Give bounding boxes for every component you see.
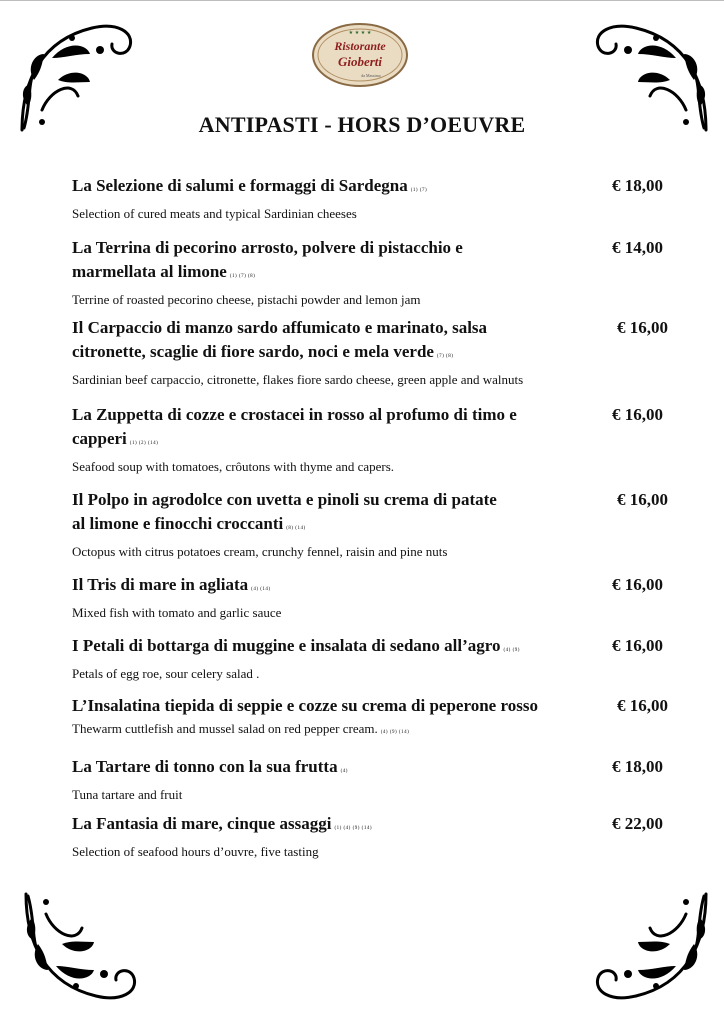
- allergen-codes: (1) (2) (14): [129, 441, 159, 446]
- allergen-codes: (4) (14): [251, 587, 271, 592]
- dish-name: La Zuppetta di cozze e crostacei in rosso al profumo di timo e capperi (1) (2) (14): [72, 405, 517, 448]
- menu-item: [72, 812, 682, 861]
- logo-line1: Ristorante: [334, 39, 386, 53]
- allergen-codes: (1) (7) (8): [229, 274, 256, 279]
- menu-item: [72, 316, 682, 389]
- allergen-codes: (1) (7): [410, 188, 428, 193]
- flourish-icon: [16, 884, 146, 1014]
- dish-description: Selection of seafood hours d’ouvre, five tasting: [72, 844, 319, 859]
- flourish-icon: [586, 884, 716, 1014]
- dish-price: € 16,00: [617, 490, 668, 509]
- menu-item: [72, 755, 682, 804]
- dish-description: Tuna tartare and fruit: [72, 787, 183, 802]
- dish-price: € 16,00: [612, 405, 663, 424]
- section-title: ANTIPASTI - HORS D’OEUVRE: [198, 112, 526, 137]
- dish-price: € 16,00: [617, 696, 668, 715]
- dish-price: € 16,00: [612, 575, 663, 594]
- dish-description: Thewarm cuttlefish and mussel salad on red pepper cream. (4) (9) (14): [72, 721, 410, 736]
- dish-name: La Fantasia di mare, cinque assaggi (1) (4) (9) (14): [72, 814, 373, 833]
- menu-item: [72, 236, 682, 309]
- dish-price: € 22,00: [612, 814, 663, 833]
- dish-price: € 14,00: [612, 238, 663, 257]
- allergen-codes: (1) (4) (9) (14): [334, 826, 373, 831]
- menu-item: [72, 694, 682, 742]
- dish-price: € 16,00: [612, 636, 663, 655]
- dish-price: € 18,00: [612, 757, 663, 776]
- logo-line2: Gioberti: [337, 54, 383, 69]
- dish-price: € 16,00: [617, 318, 668, 337]
- dish-name: La Tartare di tonno con la sua frutta (4): [72, 757, 348, 776]
- dish-name: I Petali di bottarga di muggine e insalata di sedano all’agro (4) (9): [72, 636, 520, 655]
- dish-name: L’Insalatina tiepida di seppie e cozze su crema di peperone rosso: [72, 696, 538, 715]
- dish-description: Petals of egg roe, sour celery salad .: [72, 666, 260, 681]
- allergen-codes: (4) (9) (14): [380, 730, 410, 735]
- allergen-codes: (4) (9): [503, 648, 520, 653]
- allergen-codes: (8) (14): [286, 526, 306, 531]
- dish-name: La Selezione di salumi e formaggi di Sardegna (1) (7): [72, 176, 428, 195]
- dish-name: Il Tris di mare in agliata (4) (14): [72, 575, 271, 594]
- dish-description: Seafood soup with tomatoes, crôutons with thyme and capers.: [72, 459, 395, 474]
- dish-name: Il Carpaccio di manzo sardo affumicato e marinato, salsa citronette, scaglie di fiore sardo, noci e mela verde (7) (8): [72, 318, 488, 361]
- dish-description: Selection of cured meats and typical Sardinian cheeses: [72, 206, 357, 221]
- dish-price: € 18,00: [612, 176, 663, 195]
- dish-description: Octopus with citrus potatoes cream, crunchy fennel, raisin and pine nuts: [72, 544, 448, 559]
- menu-item: [72, 174, 682, 223]
- restaurant-logo: [311, 22, 409, 88]
- dish-description: Terrine of roasted pecorino cheese, pistachi powder and lemon jam: [72, 292, 421, 307]
- allergen-codes: (7) (8): [436, 354, 454, 359]
- dish-name: Il Polpo in agrodolce con uvetta e pinoli su crema di patate al limone e finocchi croccanti (8) (14): [72, 490, 497, 533]
- svg-text:★ ★ ★ ★: ★ ★ ★ ★: [348, 30, 372, 36]
- svg-text:da Massimo: da Massimo: [361, 73, 381, 78]
- dish-description: Mixed fish with tomato and garlic sauce: [72, 605, 282, 620]
- dish-name: La Terrina di pecorino arrosto, polvere di pistacchio e marmellata al limone (1) (7) (8): [72, 238, 463, 281]
- allergen-codes: (4): [340, 769, 348, 774]
- dish-description: Sardinian beef carpaccio, citronette, flakes fiore sardo cheese, green apple and walnuts: [72, 372, 524, 387]
- menu-item: [72, 403, 682, 476]
- menu-item: [72, 634, 682, 683]
- menu-item: [72, 573, 682, 622]
- menu-item: [72, 488, 682, 561]
- top-border: [0, 0, 724, 1]
